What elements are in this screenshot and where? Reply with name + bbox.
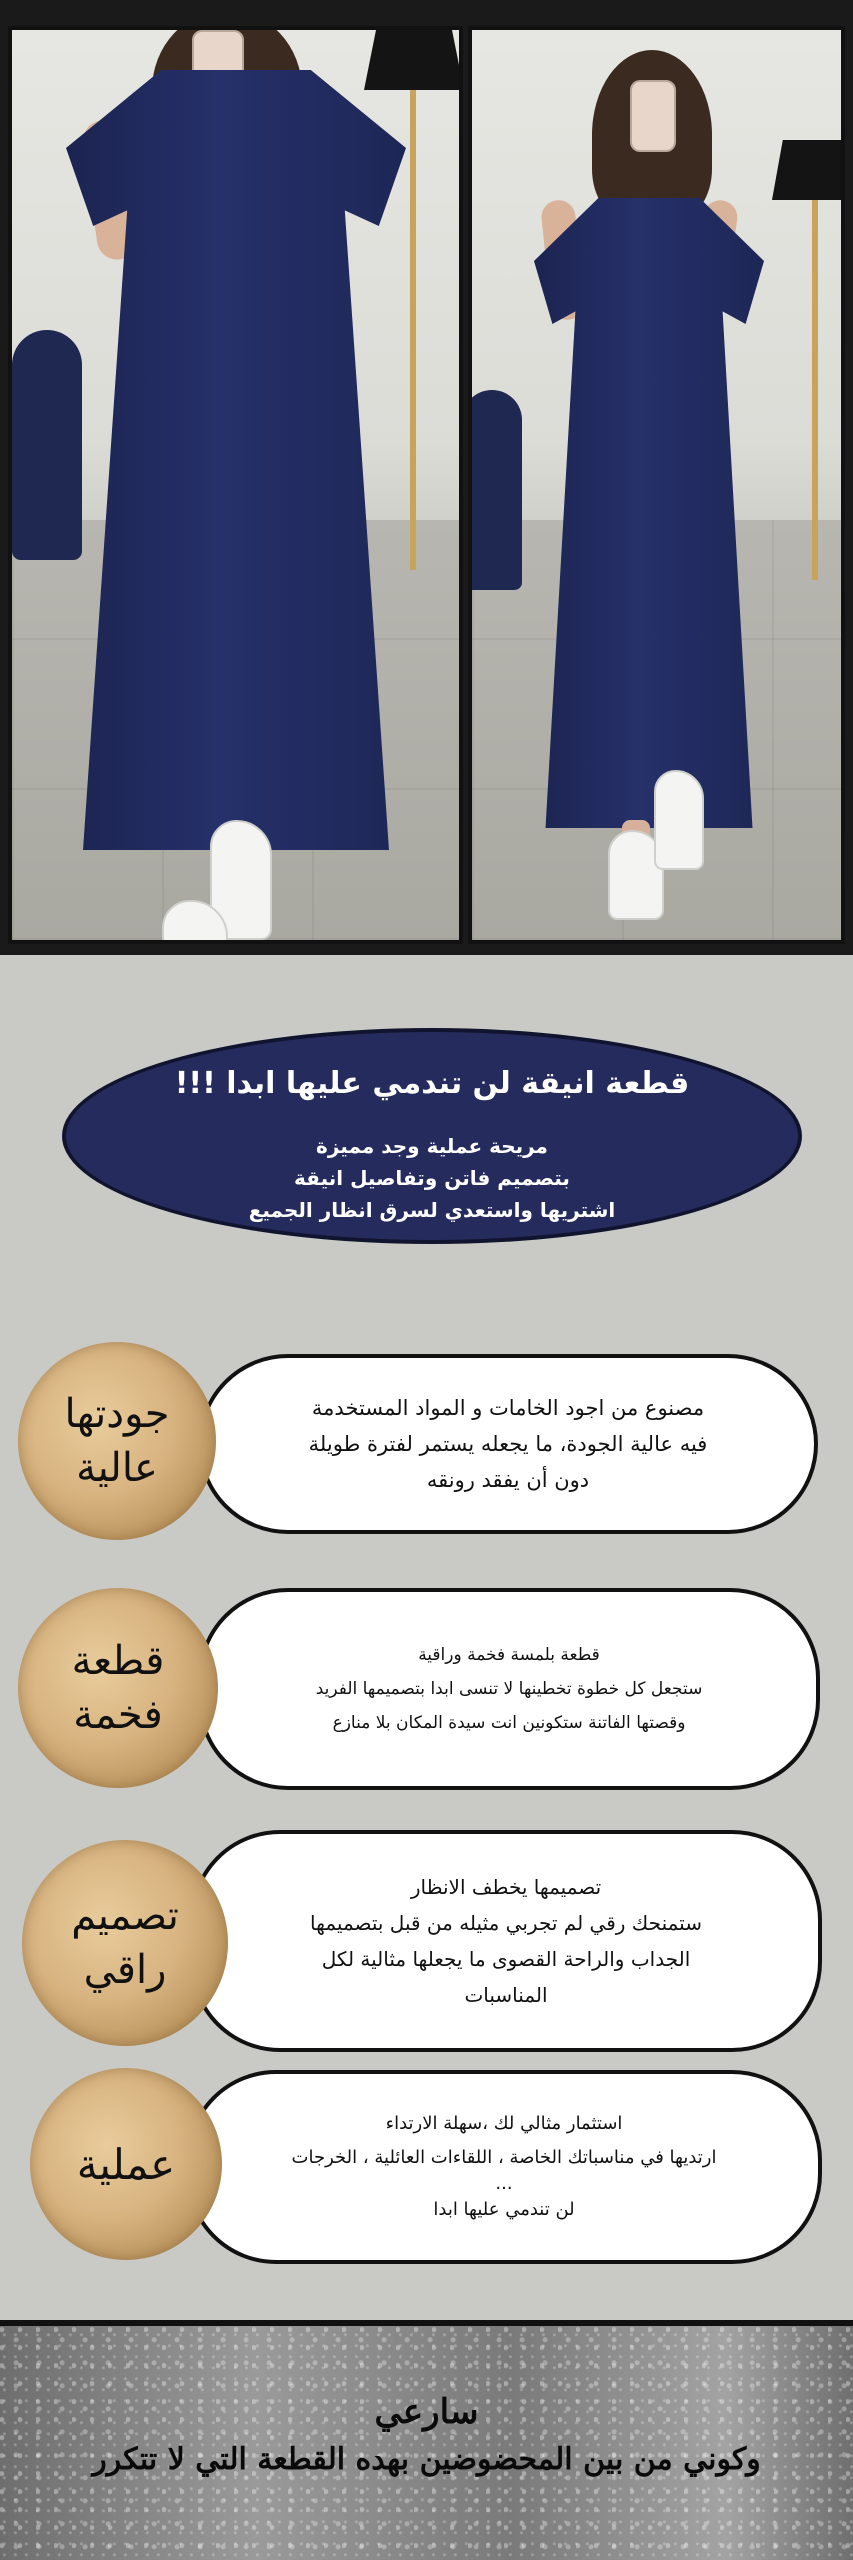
feature-luxury (0, 1588, 853, 1798)
headline-lines (66, 1130, 798, 1226)
feature-text: ... (495, 2173, 513, 2194)
feature-text: مصنوع من اجود الخامات و المواد المستخدمة (311, 1396, 705, 1420)
footer-banner (0, 2320, 853, 2560)
chair (468, 390, 522, 590)
feature-practical (0, 2070, 853, 2270)
feature-card (198, 1588, 820, 1790)
feature-card (186, 2070, 822, 2264)
product-photos (0, 0, 853, 955)
badge-label: قطعة (71, 1638, 165, 1684)
sneaker (654, 770, 704, 870)
dress (66, 70, 406, 850)
lamp-shade (772, 140, 845, 200)
feature-text: دون أن يفقد رونقه (426, 1468, 590, 1492)
dress (534, 198, 764, 828)
headline-line: اشتريها واستعدي لسرق انظار الجميع (248, 1198, 616, 1222)
badge-label: جودتها (64, 1391, 170, 1437)
feature-text: فيه عالية الجودة، ما يجعله يستمر لفترة طويلة (308, 1432, 708, 1456)
feature-badge (18, 1588, 218, 1788)
feature-text: ستمنحك رقي لم تجربي مثيله من قبل بتصميمها (310, 1911, 702, 1935)
feature-text: لن تندمي عليها ابدا (433, 2199, 575, 2220)
feature-design (0, 1830, 853, 2060)
feature-card (190, 1830, 822, 2052)
badge-label: تصميم (71, 1893, 179, 1939)
product-photo-front (8, 26, 463, 944)
headline-ellipse (62, 1028, 802, 1244)
feature-text: ارتديها في مناسباتك الخاصة ، اللقاءات العائلية ، الخرجات (291, 2147, 717, 2168)
feature-badge (18, 1342, 216, 1540)
feature-badge (22, 1840, 228, 2046)
feature-quality (0, 1350, 853, 1550)
headline-title: قطعة انيقة لن تندمي عليها ابدا !!! (174, 1066, 690, 1101)
feature-badge (30, 2068, 222, 2260)
lamp-pole (410, 90, 416, 570)
feature-text: تصميمها يخطف الانظار (410, 1875, 602, 1899)
feature-text: المناسبات (464, 1983, 548, 2007)
footer-subtitle: وكوني من بين المحضوضين بهده القطعة التي لا تتكرر (92, 2442, 761, 2477)
feature-text: وقصتها الفاتنة ستكونين انت سيدة المكان بلا منازع (332, 1713, 686, 1733)
lamp-shade (364, 30, 463, 90)
feature-text: ستجعل كل خطوة تخطينها لا تنسى ابدا بتصميمها الفريد (315, 1679, 703, 1699)
feature-text: استثمار مثالي لك ،سهلة الارتداء (385, 2113, 623, 2134)
badge-label: فخمة (73, 1692, 163, 1738)
phone (630, 80, 676, 152)
badge-label: عالية (76, 1445, 158, 1491)
badge-label: عملية (76, 2139, 176, 2189)
headline-line: بتصميم فاتن وتفاصيل انيقة (294, 1166, 570, 1190)
headline-line: مريحة عملية وجد مميزة (316, 1134, 548, 1158)
feature-text: الجداب والراحة القصوى ما يجعلها مثالية لكل (321, 1947, 691, 1971)
chair (12, 330, 82, 560)
lamp-pole (812, 200, 818, 580)
footer-title: سارعي (374, 2392, 479, 2432)
feature-card (198, 1354, 818, 1534)
feature-text: قطعة بلمسة فخمة وراقية (418, 1645, 600, 1665)
product-photo-side (468, 26, 845, 944)
badge-label: راقي (83, 1947, 167, 1993)
